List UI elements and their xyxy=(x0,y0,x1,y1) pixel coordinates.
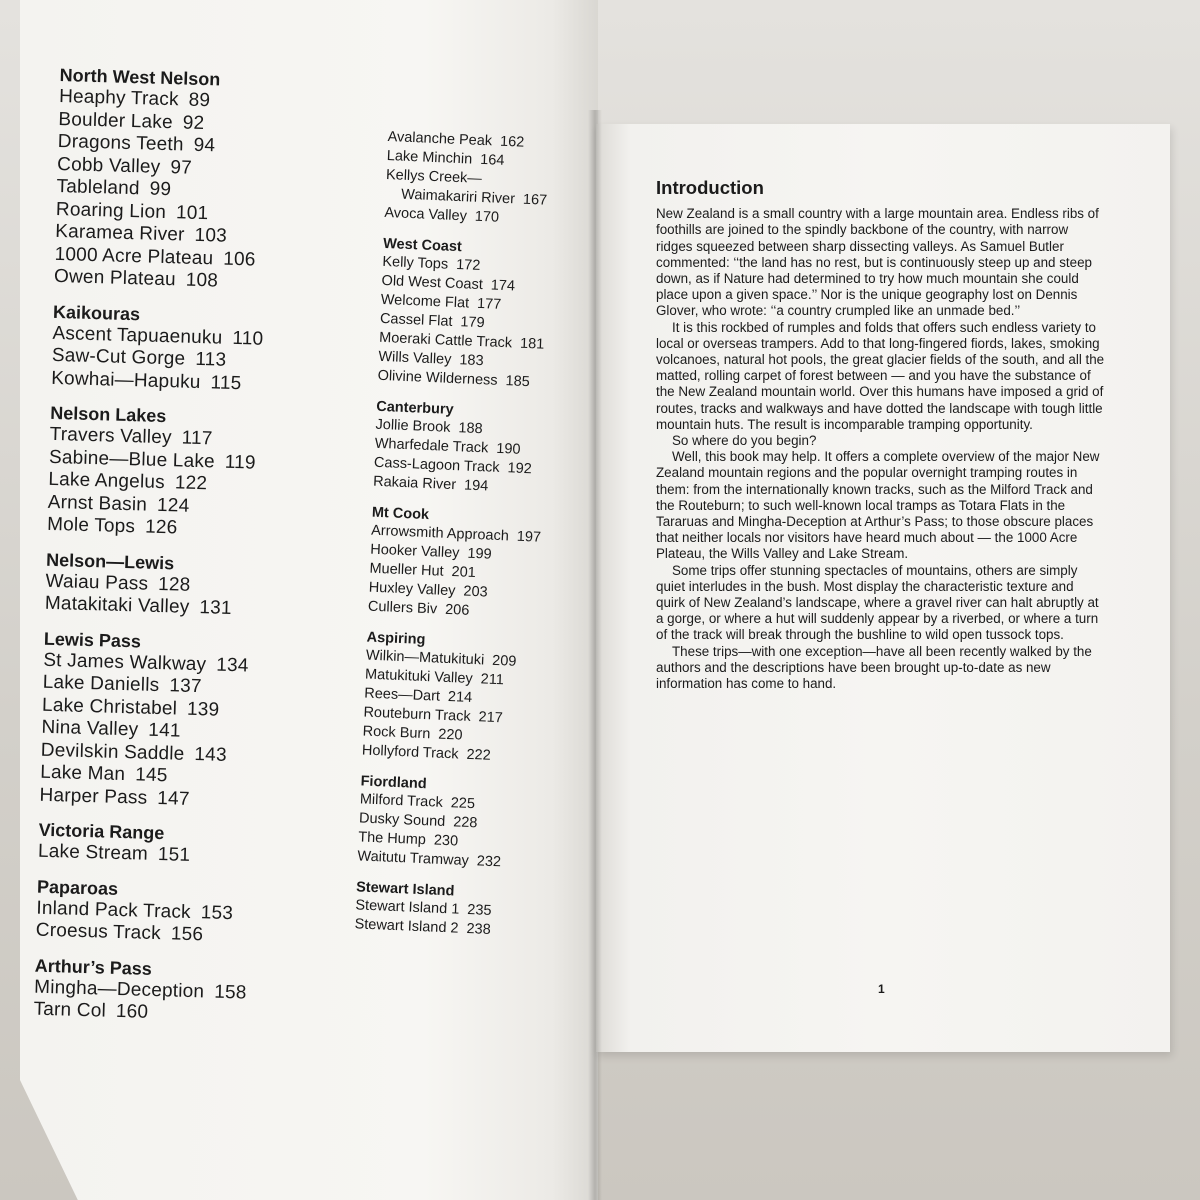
entry-title: Kellys Creek— xyxy=(385,166,483,187)
entry-title: Dragons Teeth xyxy=(57,130,184,156)
entry-title: Lake Stream xyxy=(37,840,149,865)
entry-title: Sabine—Blue Lake xyxy=(48,446,216,472)
entry-page-number: 113 xyxy=(195,348,227,371)
entry-title: Rock Burn xyxy=(362,723,431,743)
entry-page-number: 188 xyxy=(458,420,483,438)
entry-title: Tarn Col xyxy=(33,998,107,1022)
entry-title: Karamea River xyxy=(55,220,185,246)
entry-page-number: 131 xyxy=(199,597,233,620)
entry-page-number: 167 xyxy=(522,191,548,209)
entry-title: Inland Pack Track xyxy=(36,897,192,923)
contents-column-2 xyxy=(354,128,588,955)
entry-title: 1000 Acre Plateau xyxy=(54,243,214,269)
entry-page-number: 235 xyxy=(466,902,492,920)
entry-page-number: 230 xyxy=(433,832,459,850)
entry-page-number: 92 xyxy=(182,111,205,134)
contents-section xyxy=(51,300,373,398)
entry-title: Kelly Tops xyxy=(382,253,449,273)
entry-title: Mole Tops xyxy=(46,513,136,538)
entry-page-number: 139 xyxy=(186,698,220,721)
entry-title: Arrowsmith Approach xyxy=(370,522,510,545)
entry-page-number: 160 xyxy=(115,1000,149,1023)
entry-page-number: 122 xyxy=(174,472,208,495)
entry-page-number: 222 xyxy=(466,746,492,764)
entry-title: Milford Track xyxy=(359,791,444,811)
entry-page-number: 164 xyxy=(479,151,505,169)
entry-page-number: 137 xyxy=(169,675,202,698)
entry-title: Jollie Brook xyxy=(375,416,451,436)
entry-title: Matukituki Valley xyxy=(364,666,474,688)
contents-section xyxy=(47,402,371,545)
entry-page-number: 174 xyxy=(490,277,516,295)
section-heading: Victoria Range xyxy=(38,819,165,844)
entry-title: Wills Valley xyxy=(378,348,452,368)
entry-page-number: 119 xyxy=(224,451,257,474)
entry-title: Matakitaki Valley xyxy=(44,592,190,618)
contents-section xyxy=(54,64,380,297)
contents-section xyxy=(45,548,367,624)
entry-page-number: 217 xyxy=(478,709,504,727)
entry-title: Kowhai—Hapuku xyxy=(50,367,201,393)
entry-page-number: 162 xyxy=(499,133,525,151)
entry-title: Lake Angelus xyxy=(48,468,166,494)
section-heading: Nelson Lakes xyxy=(49,402,167,427)
entry-page-number: 203 xyxy=(463,583,488,601)
entry-title: Saw-Cut Gorge xyxy=(51,344,186,370)
entry-title: Welcome Flat xyxy=(380,291,470,312)
entry-title: Arnst Basin xyxy=(47,491,148,516)
entry-title: Mingha—Deception xyxy=(33,976,205,1002)
entry-page-number: 126 xyxy=(144,516,178,539)
entry-title: Devilskin Saddle xyxy=(40,739,185,765)
entry-title: Cobb Valley xyxy=(56,153,161,178)
entry-title: Owen Plateau xyxy=(53,265,177,291)
entry-page-number: 201 xyxy=(451,564,477,582)
entry-page-number: 197 xyxy=(516,528,542,546)
entry-page-number: 128 xyxy=(157,573,191,596)
entry-page-number: 101 xyxy=(175,201,209,224)
entry-page-number: 181 xyxy=(519,335,545,353)
section-heading: Aspiring xyxy=(366,629,426,649)
introduction-text xyxy=(656,177,1106,692)
entry-title: Rakaia River xyxy=(372,473,457,494)
entry-page-number: 147 xyxy=(157,787,190,810)
entry-page-number: 97 xyxy=(170,156,193,179)
contents-section xyxy=(35,875,357,951)
entry-page-number: 151 xyxy=(157,844,191,866)
intro-paragraph: These trips—with one exception—have all been recently walked by the authors and the descriptions have been brought up-to-date as new information has come to hand. xyxy=(656,643,1092,692)
entry-title: Croesus Track xyxy=(35,919,162,945)
entry-title: Ascent Tapuaenuku xyxy=(52,322,223,349)
entry-page-number: 145 xyxy=(134,764,168,787)
entry-page-number: 238 xyxy=(466,920,492,938)
entry-title: Olivine Wilderness xyxy=(377,367,498,389)
contents-section xyxy=(377,235,583,394)
introduction-heading: Introduction xyxy=(656,177,764,198)
entry-title: Stewart Island 1 xyxy=(355,897,460,918)
entry-title: Old West Coast xyxy=(381,272,484,294)
section-heading: Lewis Pass xyxy=(43,628,142,651)
entry-title: Tableland xyxy=(56,175,140,200)
contents-section xyxy=(357,772,561,874)
entry-title: The Hump xyxy=(357,829,427,849)
entry-title: Lake Minchin xyxy=(386,147,473,168)
entry-title: Roaring Lion xyxy=(55,198,167,223)
contents-section xyxy=(384,128,588,231)
entry-page-number: 214 xyxy=(447,689,473,707)
section-heading: Nelson—Lewis xyxy=(45,549,175,573)
contents-section xyxy=(33,954,355,1030)
entry-title: Wilkin—Matukituki xyxy=(365,647,485,669)
entry-title: Nina Valley xyxy=(41,716,139,741)
contents-section xyxy=(361,629,566,769)
page-number: 1 xyxy=(878,982,885,996)
section-heading: Mt Cook xyxy=(371,504,430,524)
entry-page-number: 115 xyxy=(210,371,242,394)
contents-section xyxy=(39,627,364,815)
contents-section xyxy=(373,398,577,500)
entry-title: Avoca Valley xyxy=(384,204,468,225)
entry-page-number: 106 xyxy=(223,248,256,271)
entry-page-number: 117 xyxy=(181,427,213,450)
entry-title: Lake Daniells xyxy=(42,671,160,697)
entry-page-number: 232 xyxy=(476,853,502,871)
entry-title: Hollyford Track xyxy=(361,742,459,763)
intro-paragraph: Some trips offer stunning spectacles of mountains, others are simply quiet interludes in the bush. Most display the characteristic texture and quirk of New Zealand’s landscape, where a gravel river can halt abruptly at a gorge, or where a hut will suddenly appear by a riverbed, or where a turn of the track will break through the bushline to wild open tussock tops. xyxy=(656,562,1099,643)
entry-title: Mueller Hut xyxy=(369,560,444,580)
intro-paragraph: Well, this book may help. It offers a complete overview of the major New Zealand mountain regions and the popular overnight tramping routes in them: from the internationally known tracks, such as the Milford Track and the Routeburn; to such well-known local tramps as Totara Flats in the Tararuas and Mingha-Deception at Arthur’s Pass; to those obscure places that neither locals nor visitors have heard much about — the 1000 Acre Plateau, the Wills Valley and Lake Stream. xyxy=(656,449,1100,562)
contents-section xyxy=(38,819,359,872)
entry-page-number: 225 xyxy=(450,795,476,813)
entry-page-number: 199 xyxy=(467,545,492,563)
section-heading: Canterbury xyxy=(375,398,454,418)
entry-page-number: 103 xyxy=(194,224,228,247)
entry-title: Wharfedale Track xyxy=(374,435,489,457)
entry-page-number: 108 xyxy=(185,269,219,292)
entry-page-number: 192 xyxy=(507,460,533,478)
entry-page-number: 183 xyxy=(459,352,484,370)
entry-title: Waiau Pass xyxy=(45,570,149,595)
entry-page-number: 143 xyxy=(194,743,228,766)
entry-title: Rees—Dart xyxy=(363,685,441,705)
entry-title: Travers Valley xyxy=(49,423,173,449)
entry-title: Lake Christabel xyxy=(41,694,178,720)
entry-page-number: 179 xyxy=(460,314,485,332)
intro-paragraph: So where do you begin? xyxy=(672,433,817,449)
section-heading: Paparoas xyxy=(36,876,119,899)
entry-title: Routeburn Track xyxy=(363,704,471,725)
entry-title: Huxley Valley xyxy=(368,579,456,600)
contents-section xyxy=(354,878,556,942)
section-heading: Fiordland xyxy=(360,773,427,793)
entry-title: St James Walkway xyxy=(43,649,207,675)
intro-paragraph: New Zealand is a small country with a large mountain area. Endless ribs of foothills are joined to the spindly backbone of the country, with narrow ridges squeezed between sharp dissecting valleys. As Samuel Butler commented: ‘‘the land has no rest, but is continuously steep up and steep down, as if Nature had determined to try how much mountain she could place upon a given space.’’ Nor is the unique geography lost on Dennis Glover, who wrote: ‘‘a country crumpled like an unmade bed.’’ xyxy=(656,206,1099,319)
section-heading: Kaikouras xyxy=(52,301,141,324)
entry-page-number: 185 xyxy=(505,373,531,391)
section-heading: Stewart Island xyxy=(355,879,455,900)
entry-page-number: 89 xyxy=(188,89,211,112)
entry-page-number: 156 xyxy=(170,923,204,946)
entry-title: Avalanche Peak xyxy=(387,128,493,150)
entry-title: Moeraki Cattle Track xyxy=(378,329,513,352)
entry-title: Lake Man xyxy=(39,761,126,786)
entry-title: Cassel Flat xyxy=(379,310,453,330)
entry-page-number: 220 xyxy=(438,726,463,744)
entry-title: Hooker Valley xyxy=(369,541,460,562)
entry-page-number: 158 xyxy=(213,981,247,1004)
entry-page-number: 172 xyxy=(455,256,481,274)
contents-column-1 xyxy=(33,64,380,1042)
book-gutter xyxy=(588,110,602,1200)
entry-title: Cullers Biv xyxy=(367,598,438,618)
entry-page-number: 134 xyxy=(215,654,249,676)
entry-title: Waitutu Tramway xyxy=(357,848,470,870)
entry-page-number: 206 xyxy=(444,601,470,619)
entry-page-number: 110 xyxy=(232,327,264,350)
entry-page-number: 99 xyxy=(149,178,172,201)
entry-page-number: 211 xyxy=(480,671,505,689)
section-heading: North West Nelson xyxy=(59,64,221,90)
section-heading: West Coast xyxy=(382,235,463,256)
entry-page-number: 177 xyxy=(476,295,502,313)
entry-page-number: 194 xyxy=(463,477,489,495)
entry-page-number: 153 xyxy=(200,901,234,924)
entry-title: Harper Pass xyxy=(39,784,148,809)
entry-page-number: 141 xyxy=(148,719,181,742)
entry-title: Heaphy Track xyxy=(58,85,179,111)
entry-title: Stewart Island 2 xyxy=(354,916,459,937)
entry-page-number: 124 xyxy=(156,494,190,517)
entry-page-number: 190 xyxy=(495,440,521,458)
entry-title: Cass-Lagoon Track xyxy=(373,454,500,476)
intro-paragraph: It is this rockbed of rumples and folds that offers such endless variety to local or overseas trampers. Add to that long-fingered fiords, lakes, smoking volcanoes, natural hot pools, the great glacier fields of the south, and all the matted, rolling carpet of forest between — and you have the substance of the New Zealand mountain world. Over this humans have imposed a grid of routes, tracks and walkways and have dotted the landscape with tough little mountain huts. The result is incomparable tramping opportunity. xyxy=(656,319,1105,432)
contents-section xyxy=(368,504,573,625)
entry-title: Boulder Lake xyxy=(58,108,174,133)
entry-title: Waimakariri River xyxy=(400,186,516,208)
entry-page-number: 209 xyxy=(491,652,517,670)
entry-page-number: 170 xyxy=(474,208,500,226)
entry-title: Dusky Sound xyxy=(358,810,446,830)
section-heading: Arthur’s Pass xyxy=(34,955,153,979)
entry-page-number: 228 xyxy=(452,814,478,832)
entry-page-number: 94 xyxy=(193,134,216,157)
